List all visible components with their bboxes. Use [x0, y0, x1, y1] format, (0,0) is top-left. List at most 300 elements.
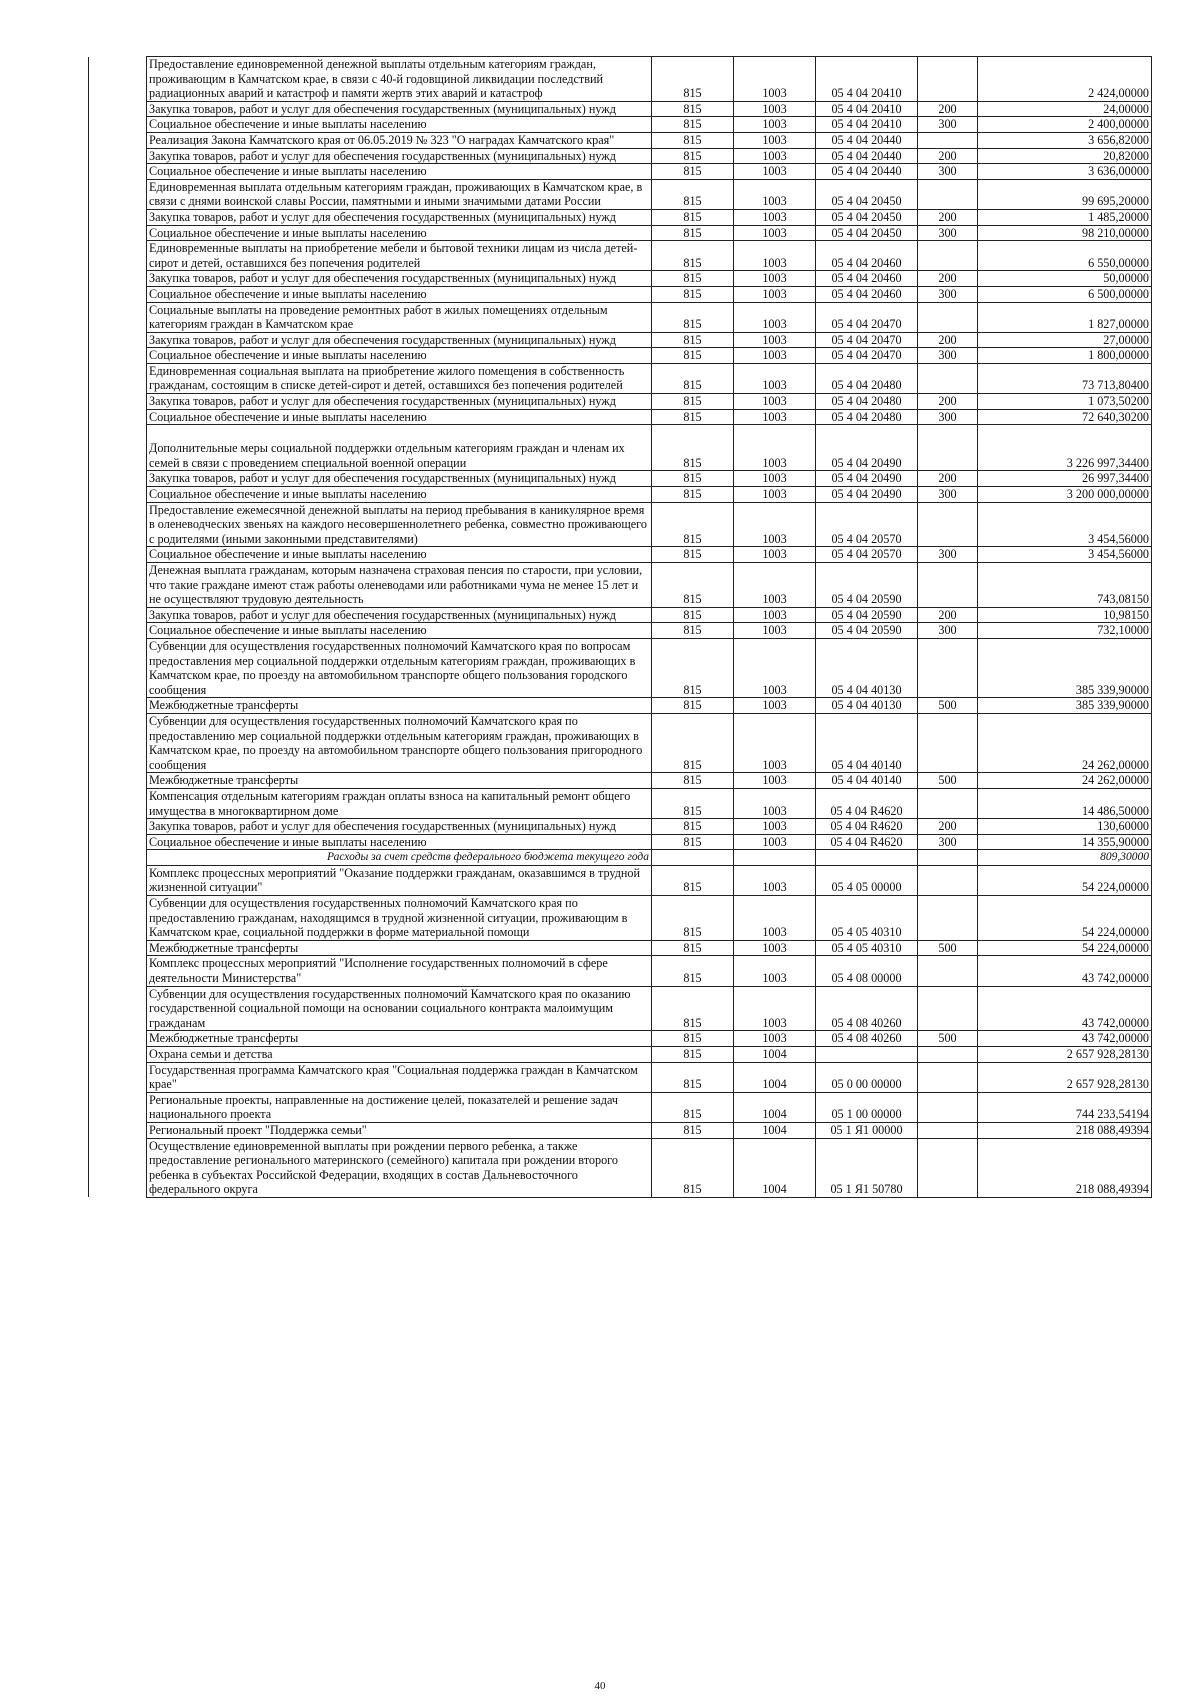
- section-code-cell: 1003: [734, 773, 816, 789]
- department-code-cell: 815: [652, 57, 734, 102]
- amount-cell: 743,08150: [978, 563, 1152, 608]
- row-margin-cell: [89, 363, 147, 393]
- table-row: [89, 164, 1152, 180]
- table-row: [89, 332, 1152, 348]
- row-margin-cell: [89, 834, 147, 850]
- amount-cell: 99 695,20000: [978, 179, 1152, 209]
- target-article-cell: 05 4 04 20460: [816, 271, 918, 287]
- target-article-cell: 05 4 04 R4620: [816, 834, 918, 850]
- expense-type-cell: 300: [918, 286, 978, 302]
- target-article-cell: 05 4 04 40130: [816, 638, 918, 697]
- target-article-cell: 05 4 04 40140: [816, 713, 918, 772]
- table-row: [89, 1138, 1152, 1197]
- page-number: 40: [594, 1680, 606, 1692]
- table-row: [89, 179, 1152, 209]
- expense-name-cell: Социальное обеспечение и иные выплаты населению: [147, 286, 652, 302]
- expense-type-cell: [918, 1122, 978, 1138]
- expense-type-cell: [918, 638, 978, 697]
- row-margin-cell: [89, 425, 147, 471]
- expense-type-cell: 300: [918, 225, 978, 241]
- expense-name-cell: Денежная выплата гражданам, которым назначена страховая пенсия по старости, при условии, что такие граждане имеют стаж работы оленеводами или работниками чума не менее 15 лет и не осуществляют трудовую деятельность: [147, 563, 652, 608]
- amount-cell: 2 400,00000: [978, 117, 1152, 133]
- row-margin-cell: [89, 896, 147, 941]
- amount-cell: 14 355,90000: [978, 834, 1152, 850]
- row-margin-cell: [89, 1047, 147, 1063]
- expense-name-cell: Социальные выплаты на проведение ремонтных работ в жилых помещениях отдельным категориям граждан в Камчатском крае: [147, 302, 652, 332]
- target-article-cell: 05 1 Я1 50780: [816, 1138, 918, 1197]
- amount-cell: 14 486,50000: [978, 788, 1152, 818]
- table-row: [89, 607, 1152, 623]
- expense-name-cell: Субвенции для осуществления государственных полномочий Камчатского края по вопросам предоставления мер социальной поддержки отдельным категориям граждан, проживающих в Камчатском крае, по проезду на автомобильном транспорте общего пользования городского сообщения: [147, 638, 652, 697]
- department-code-cell: 815: [652, 487, 734, 503]
- amount-cell: 130,60000: [978, 819, 1152, 835]
- expense-name-cell: Социальное обеспечение и иные выплаты населению: [147, 225, 652, 241]
- amount-cell: 27,00000: [978, 332, 1152, 348]
- budget-table: [88, 56, 1152, 1198]
- table-row: [89, 834, 1152, 850]
- section-code-cell: 1003: [734, 788, 816, 818]
- section-code-cell: 1003: [734, 986, 816, 1031]
- row-margin-cell: [89, 57, 147, 102]
- department-code-cell: 815: [652, 1062, 734, 1092]
- table-row: [89, 117, 1152, 133]
- table-row: [89, 225, 1152, 241]
- section-code-cell: 1003: [734, 179, 816, 209]
- department-code-cell: 815: [652, 409, 734, 425]
- expense-name-cell: Закупка товаров, работ и услуг для обеспечения государственных (муниципальных) нужд: [147, 607, 652, 623]
- amount-cell: 54 224,00000: [978, 896, 1152, 941]
- expense-name-cell: Межбюджетные трансферты: [147, 1031, 652, 1047]
- table-row: [89, 271, 1152, 287]
- amount-cell: 218 088,49394: [978, 1138, 1152, 1197]
- row-margin-cell: [89, 209, 147, 225]
- table-row: [89, 348, 1152, 364]
- expense-name-cell: Единовременные выплаты на приобретение мебели и бытовой техники лицам из числа детей-сирот и детей, оставшихся без попечения родителей: [147, 241, 652, 271]
- department-code-cell: 815: [652, 394, 734, 410]
- target-article-cell: 05 4 05 00000: [816, 865, 918, 895]
- expense-name-cell: Межбюджетные трансферты: [147, 773, 652, 789]
- department-code-cell: 815: [652, 1092, 734, 1122]
- target-article-cell: 05 4 05 40310: [816, 896, 918, 941]
- expense-type-cell: [918, 563, 978, 608]
- table-row: [89, 241, 1152, 271]
- expense-type-cell: 200: [918, 394, 978, 410]
- expense-name-cell: Социальное обеспечение и иные выплаты населению: [147, 164, 652, 180]
- row-margin-cell: [89, 302, 147, 332]
- expense-type-cell: 500: [918, 773, 978, 789]
- section-code-cell: 1003: [734, 148, 816, 164]
- expense-type-cell: 200: [918, 607, 978, 623]
- department-code-cell: 815: [652, 132, 734, 148]
- section-code-cell: 1003: [734, 487, 816, 503]
- amount-cell: 54 224,00000: [978, 865, 1152, 895]
- table-row: [89, 940, 1152, 956]
- table-row: [89, 850, 1152, 866]
- department-code-cell: 815: [652, 225, 734, 241]
- department-code-cell: 815: [652, 896, 734, 941]
- expense-name-cell: Комплекс процессных мероприятий "Исполнение государственных полномочий в сфере деятельности Министерства": [147, 956, 652, 986]
- amount-cell: 3 656,82000: [978, 132, 1152, 148]
- target-article-cell: 05 4 04 20470: [816, 302, 918, 332]
- expense-name-cell: Предоставление ежемесячной денежной выплаты на период пребывания в каникулярное время в оленеводческих звеньях на каждого несовершеннолетнего ребенка, совместно проживающего с родителями (иными законными представителями): [147, 502, 652, 547]
- department-code-cell: 815: [652, 713, 734, 772]
- section-code-cell: 1003: [734, 132, 816, 148]
- target-article-cell: 05 4 05 40310: [816, 940, 918, 956]
- amount-cell: 43 742,00000: [978, 1031, 1152, 1047]
- target-article-cell: 05 4 04 20450: [816, 179, 918, 209]
- expense-name-cell: Межбюджетные трансферты: [147, 698, 652, 714]
- section-code-cell: 1003: [734, 286, 816, 302]
- row-margin-cell: [89, 471, 147, 487]
- row-margin-cell: [89, 101, 147, 117]
- expense-type-cell: [918, 865, 978, 895]
- amount-cell: 2 657 928,28130: [978, 1062, 1152, 1092]
- amount-cell: 24 262,00000: [978, 713, 1152, 772]
- section-code-cell: 1003: [734, 956, 816, 986]
- department-code-cell: 815: [652, 332, 734, 348]
- target-article-cell: 05 4 04 20480: [816, 363, 918, 393]
- expense-name-cell: Закупка товаров, работ и услуг для обеспечения государственных (муниципальных) нужд: [147, 471, 652, 487]
- expense-name-cell: Субвенции для осуществления государственных полномочий Камчатского края по предоставлению мер социальной поддержки отдельным категориям граждан, проживающих в Камчатском крае, по проезду на автомобильном транспорте общего пользования пригородного сообщения: [147, 713, 652, 772]
- table-row: [89, 698, 1152, 714]
- department-code-cell: 815: [652, 986, 734, 1031]
- expense-name-cell: Региональный проект "Поддержка семьи": [147, 1122, 652, 1138]
- expense-type-cell: 500: [918, 1031, 978, 1047]
- table-row: [89, 132, 1152, 148]
- section-code-cell: 1003: [734, 332, 816, 348]
- expense-name-cell: Единовременная социальная выплата на приобретение жилого помещения в собственность гражданам, состоящим в списке детей-сирот и детей, оставшихся без попечения родителей: [147, 363, 652, 393]
- expense-name-cell: Закупка товаров, работ и услуг для обеспечения государственных (муниципальных) нужд: [147, 101, 652, 117]
- row-margin-cell: [89, 713, 147, 772]
- section-code-cell: 1003: [734, 101, 816, 117]
- target-article-cell: 05 4 04 40140: [816, 773, 918, 789]
- table-row: [89, 1092, 1152, 1122]
- section-code-cell: [734, 850, 816, 866]
- row-margin-cell: [89, 547, 147, 563]
- department-code-cell: [652, 850, 734, 866]
- expense-type-cell: [918, 57, 978, 102]
- amount-cell: 10,98150: [978, 607, 1152, 623]
- row-margin-cell: [89, 986, 147, 1031]
- expense-type-cell: [918, 788, 978, 818]
- target-article-cell: 05 4 04 20470: [816, 332, 918, 348]
- target-article-cell: 05 4 04 20570: [816, 502, 918, 547]
- target-article-cell: 05 4 04 20590: [816, 563, 918, 608]
- expense-type-cell: [918, 1062, 978, 1092]
- amount-cell: 3 454,56000: [978, 502, 1152, 547]
- target-article-cell: 05 4 04 20590: [816, 607, 918, 623]
- amount-cell: 3 226 997,34400: [978, 425, 1152, 471]
- target-article-cell: 05 4 04 20490: [816, 471, 918, 487]
- expense-name-cell: Комплекс процессных мероприятий "Оказание поддержки гражданам, оказавшимся в трудной жизненной ситуации": [147, 865, 652, 895]
- department-code-cell: 815: [652, 1138, 734, 1197]
- row-margin-cell: [89, 502, 147, 547]
- amount-cell: 385 339,90000: [978, 698, 1152, 714]
- amount-cell: 24,00000: [978, 101, 1152, 117]
- amount-cell: 809,30000: [978, 850, 1152, 866]
- amount-cell: 385 339,90000: [978, 638, 1152, 697]
- target-article-cell: 05 4 04 R4620: [816, 788, 918, 818]
- department-code-cell: 815: [652, 698, 734, 714]
- section-code-cell: 1003: [734, 348, 816, 364]
- table-row: [89, 773, 1152, 789]
- amount-cell: 2 424,00000: [978, 57, 1152, 102]
- amount-cell: 98 210,00000: [978, 225, 1152, 241]
- expense-name-cell: Закупка товаров, работ и услуг для обеспечения государственных (муниципальных) нужд: [147, 819, 652, 835]
- department-code-cell: 815: [652, 348, 734, 364]
- expense-type-cell: [918, 241, 978, 271]
- expense-type-cell: [918, 179, 978, 209]
- target-article-cell: 05 4 04 20460: [816, 286, 918, 302]
- expense-type-cell: 300: [918, 834, 978, 850]
- expense-type-cell: [918, 1092, 978, 1122]
- row-margin-cell: [89, 940, 147, 956]
- row-margin-cell: [89, 773, 147, 789]
- department-code-cell: 815: [652, 1031, 734, 1047]
- department-code-cell: 815: [652, 179, 734, 209]
- table-row: [89, 713, 1152, 772]
- section-code-cell: 1003: [734, 896, 816, 941]
- row-margin-cell: [89, 286, 147, 302]
- expense-name-cell: Предоставление единовременной денежной выплаты отдельным категориям граждан, проживающим в Камчатском крае, в связи с 40-й годовщиной ликвидации последствий радиационных аварий и катастроф и памяти жертв этих аварий и катастроф: [147, 57, 652, 102]
- table-row: [89, 986, 1152, 1031]
- expense-type-cell: 300: [918, 623, 978, 639]
- table-row: [89, 638, 1152, 697]
- row-margin-cell: [89, 241, 147, 271]
- row-margin-cell: [89, 638, 147, 697]
- section-code-cell: 1003: [734, 865, 816, 895]
- row-margin-cell: [89, 607, 147, 623]
- target-article-cell: 05 4 04 20490: [816, 425, 918, 471]
- row-margin-cell: [89, 956, 147, 986]
- row-margin-cell: [89, 819, 147, 835]
- amount-cell: 3 454,56000: [978, 547, 1152, 563]
- department-code-cell: 815: [652, 788, 734, 818]
- expense-name-cell: Региональные проекты, направленные на достижение целей, показателей и решение задач национального проекта: [147, 1092, 652, 1122]
- target-article-cell: 05 4 04 20450: [816, 209, 918, 225]
- amount-cell: 1 800,00000: [978, 348, 1152, 364]
- expense-type-cell: 300: [918, 487, 978, 503]
- department-code-cell: 815: [652, 148, 734, 164]
- table-row: [89, 302, 1152, 332]
- department-code-cell: 815: [652, 547, 734, 563]
- table-row: [89, 1047, 1152, 1063]
- department-code-cell: 815: [652, 302, 734, 332]
- amount-cell: 72 640,30200: [978, 409, 1152, 425]
- row-margin-cell: [89, 332, 147, 348]
- department-code-cell: 815: [652, 164, 734, 180]
- department-code-cell: 815: [652, 1122, 734, 1138]
- row-margin-cell: [89, 623, 147, 639]
- expense-type-cell: 500: [918, 698, 978, 714]
- expense-type-cell: [918, 713, 978, 772]
- amount-cell: 73 713,80400: [978, 363, 1152, 393]
- section-code-cell: 1003: [734, 940, 816, 956]
- section-code-cell: 1003: [734, 409, 816, 425]
- target-article-cell: 05 4 04 20440: [816, 148, 918, 164]
- expense-name-cell: Субвенции для осуществления государственных полномочий Камчатского края по предоставлению гражданам, находящимся в трудной жизненной ситуации, проживающим в Камчатском крае, социальной поддержки в форме материальной помощи: [147, 896, 652, 941]
- row-margin-cell: [89, 788, 147, 818]
- table-row: [89, 425, 1152, 471]
- section-code-cell: 1003: [734, 394, 816, 410]
- expense-type-cell: 200: [918, 209, 978, 225]
- amount-cell: 54 224,00000: [978, 940, 1152, 956]
- department-code-cell: 815: [652, 286, 734, 302]
- table-row: [89, 819, 1152, 835]
- expense-type-cell: 500: [918, 940, 978, 956]
- section-code-cell: 1003: [734, 1031, 816, 1047]
- table-row: [89, 471, 1152, 487]
- expense-type-cell: [918, 1047, 978, 1063]
- section-code-cell: 1003: [734, 425, 816, 471]
- expense-type-cell: [918, 502, 978, 547]
- table-row: [89, 148, 1152, 164]
- amount-cell: 6 500,00000: [978, 286, 1152, 302]
- target-article-cell: 05 1 00 00000: [816, 1092, 918, 1122]
- budget-table-page: [88, 56, 1151, 1198]
- expense-type-cell: 300: [918, 348, 978, 364]
- table-row: [89, 409, 1152, 425]
- expense-name-cell: Расходы за счет средств федерального бюджета текущего года: [147, 850, 652, 866]
- expense-name-cell: Закупка товаров, работ и услуг для обеспечения государственных (муниципальных) нужд: [147, 209, 652, 225]
- table-row: [89, 394, 1152, 410]
- target-article-cell: 05 4 04 20480: [816, 409, 918, 425]
- table-row: [89, 57, 1152, 102]
- table-row: [89, 209, 1152, 225]
- section-code-cell: 1003: [734, 57, 816, 102]
- table-row: [89, 101, 1152, 117]
- expense-type-cell: [918, 425, 978, 471]
- expense-name-cell: Дополнительные меры социальной поддержки отдельным категориям граждан и членам их семей в связи с проведением специальной военной операции: [147, 425, 652, 471]
- expense-type-cell: [918, 956, 978, 986]
- amount-cell: 732,10000: [978, 623, 1152, 639]
- target-article-cell: 05 4 04 20460: [816, 241, 918, 271]
- target-article-cell: 05 4 04 R4620: [816, 819, 918, 835]
- table-row: [89, 788, 1152, 818]
- expense-type-cell: [918, 363, 978, 393]
- expense-type-cell: [918, 896, 978, 941]
- section-code-cell: 1003: [734, 638, 816, 697]
- expense-type-cell: 200: [918, 101, 978, 117]
- row-margin-cell: [89, 1122, 147, 1138]
- department-code-cell: 815: [652, 363, 734, 393]
- target-article-cell: 05 4 04 20410: [816, 117, 918, 133]
- expense-name-cell: Закупка товаров, работ и услуг для обеспечения государственных (муниципальных) нужд: [147, 271, 652, 287]
- budget-table-body: [89, 57, 1152, 1198]
- amount-cell: 1 485,20000: [978, 209, 1152, 225]
- table-row: [89, 1122, 1152, 1138]
- expense-type-cell: 300: [918, 547, 978, 563]
- table-row: [89, 956, 1152, 986]
- department-code-cell: 815: [652, 773, 734, 789]
- department-code-cell: 815: [652, 563, 734, 608]
- amount-cell: 3 200 000,00000: [978, 487, 1152, 503]
- expense-type-cell: 200: [918, 819, 978, 835]
- department-code-cell: 815: [652, 425, 734, 471]
- row-margin-cell: [89, 563, 147, 608]
- department-code-cell: 815: [652, 940, 734, 956]
- expense-name-cell: Компенсация отдельным категориям граждан оплаты взноса на капитальный ремонт общего имущества в многоквартирном доме: [147, 788, 652, 818]
- section-code-cell: 1003: [734, 209, 816, 225]
- section-code-cell: 1003: [734, 241, 816, 271]
- department-code-cell: 815: [652, 865, 734, 895]
- amount-cell: 744 233,54194: [978, 1092, 1152, 1122]
- section-code-cell: 1003: [734, 623, 816, 639]
- amount-cell: 26 997,34400: [978, 471, 1152, 487]
- expense-name-cell: Единовременная выплата отдельным категориям граждан, проживающих в Камчатском крае, в связи с днями воинской славы России, памятными и иными значимыми датами России: [147, 179, 652, 209]
- department-code-cell: 815: [652, 623, 734, 639]
- target-article-cell: 05 4 04 20440: [816, 164, 918, 180]
- target-article-cell: 05 4 04 20490: [816, 487, 918, 503]
- target-article-cell: 05 4 04 20440: [816, 132, 918, 148]
- section-code-cell: 1004: [734, 1138, 816, 1197]
- department-code-cell: 815: [652, 101, 734, 117]
- row-margin-cell: [89, 132, 147, 148]
- table-row: [89, 1031, 1152, 1047]
- expense-type-cell: [918, 850, 978, 866]
- target-article-cell: 05 4 08 40260: [816, 986, 918, 1031]
- row-margin-cell: [89, 348, 147, 364]
- section-code-cell: 1003: [734, 302, 816, 332]
- row-margin-cell: [89, 271, 147, 287]
- department-code-cell: 815: [652, 117, 734, 133]
- row-margin-cell: [89, 1092, 147, 1122]
- row-margin-cell: [89, 394, 147, 410]
- table-row: [89, 563, 1152, 608]
- department-code-cell: 815: [652, 209, 734, 225]
- target-article-cell: 05 4 04 20410: [816, 101, 918, 117]
- section-code-cell: 1004: [734, 1092, 816, 1122]
- section-code-cell: 1003: [734, 225, 816, 241]
- expense-type-cell: 300: [918, 164, 978, 180]
- table-row: [89, 487, 1152, 503]
- target-article-cell: 05 4 04 40130: [816, 698, 918, 714]
- target-article-cell: 05 0 00 00000: [816, 1062, 918, 1092]
- amount-cell: 43 742,00000: [978, 986, 1152, 1031]
- row-margin-cell: [89, 1031, 147, 1047]
- department-code-cell: 815: [652, 956, 734, 986]
- expense-type-cell: [918, 1138, 978, 1197]
- amount-cell: 24 262,00000: [978, 773, 1152, 789]
- section-code-cell: 1003: [734, 834, 816, 850]
- section-code-cell: 1004: [734, 1122, 816, 1138]
- department-code-cell: 815: [652, 271, 734, 287]
- section-code-cell: 1004: [734, 1062, 816, 1092]
- expense-name-cell: Охрана семьи и детства: [147, 1047, 652, 1063]
- expense-type-cell: [918, 986, 978, 1031]
- table-row: [89, 363, 1152, 393]
- section-code-cell: 1003: [734, 164, 816, 180]
- expense-type-cell: [918, 302, 978, 332]
- table-row: [89, 623, 1152, 639]
- department-code-cell: 815: [652, 241, 734, 271]
- target-article-cell: 05 4 08 00000: [816, 956, 918, 986]
- row-margin-cell: [89, 148, 147, 164]
- amount-cell: 1 827,00000: [978, 302, 1152, 332]
- department-code-cell: 815: [652, 502, 734, 547]
- table-row: [89, 547, 1152, 563]
- expense-name-cell: Субвенции для осуществления государственных полномочий Камчатского края по оказанию государственной социальной помощи на основании социального контракта малоимущим гражданам: [147, 986, 652, 1031]
- department-code-cell: 815: [652, 607, 734, 623]
- section-code-cell: 1003: [734, 698, 816, 714]
- table-row: [89, 1062, 1152, 1092]
- row-margin-cell: [89, 409, 147, 425]
- expense-name-cell: Государственная программа Камчатского края "Социальная поддержка граждан в Камчатском крае": [147, 1062, 652, 1092]
- target-article-cell: 05 4 08 40260: [816, 1031, 918, 1047]
- target-article-cell: 05 4 04 20470: [816, 348, 918, 364]
- department-code-cell: 815: [652, 834, 734, 850]
- expense-type-cell: 200: [918, 471, 978, 487]
